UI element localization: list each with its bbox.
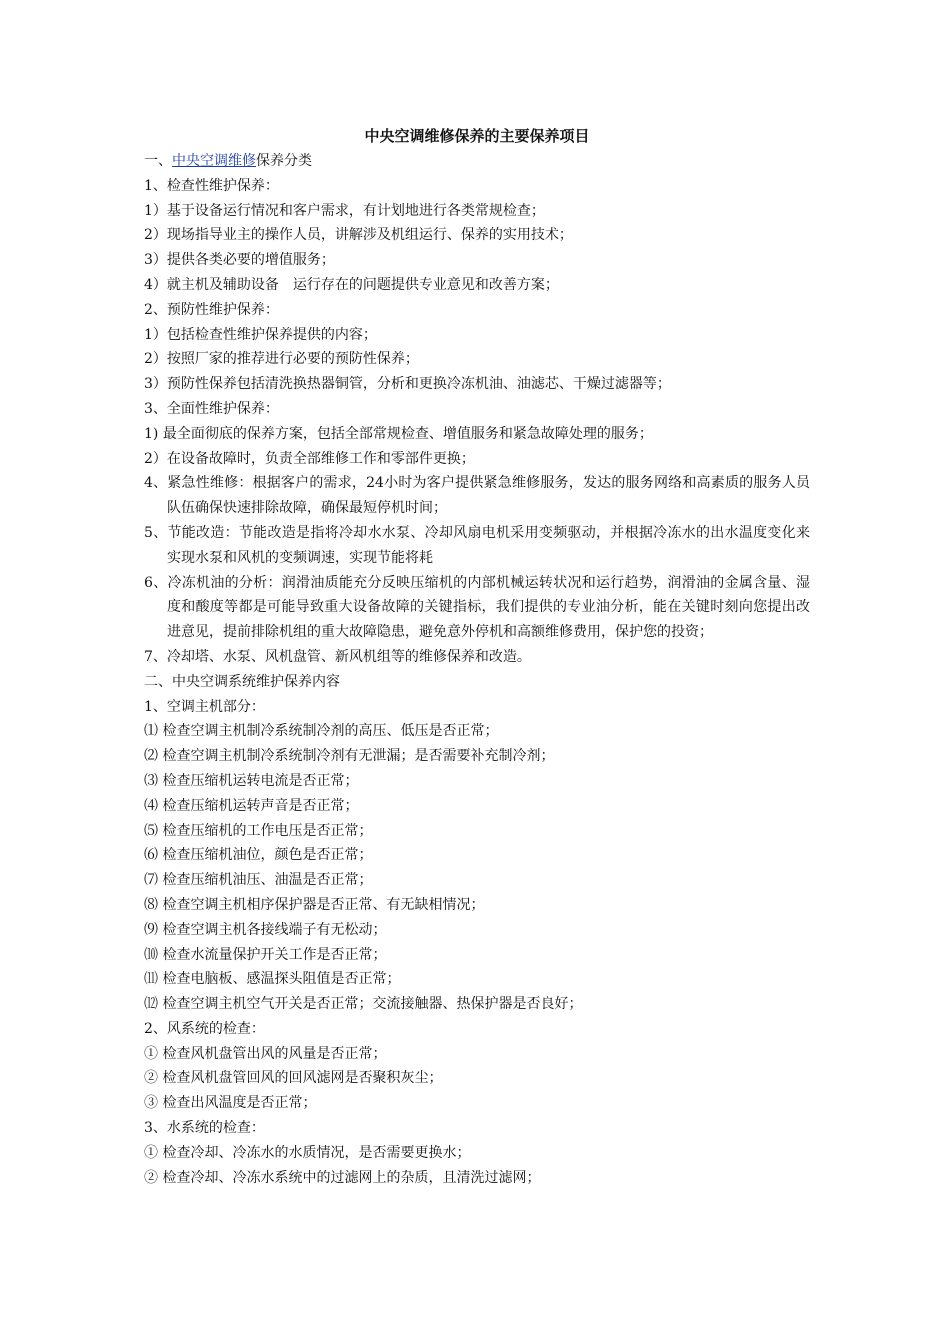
section-suffix: 保养分类 [256,153,312,169]
paragraph-oil-analysis: 6、冷冻机油的分析：润滑油质能充分反映压缩机的内部机械运转状况和运行趋势，润滑油的金属含量、湿度和酸度等都是可能导致重大设备故障的关键指标，我们提供的专业油分析，能在关键时刻向您提出改进意见，提前排除机组的重大故障隐患，避免意外停机和高额维修费用，保护您的投资； [144,574,810,641]
text-line: 2、预防性维护保养： [144,301,279,318]
paragraph-emergency-repair: 4、紧急性维修：根据客户的需求，24小时为客户提供紧急维修服务，发达的服务网络和高素质的服务人员队伍确保快速排除故障，确保最短停机时间； [144,475,810,517]
text-line: ⑸ 检查压缩机的工作电压是否正常； [144,822,373,839]
text-line: ⑴ 检查空调主机制冷系统制冷剂的高压、低压是否正常； [144,723,499,740]
text-line: 3）提供各类必要的增值服务； [144,252,335,269]
text-line: ⑺ 检查压缩机油压、油温是否正常； [144,872,373,889]
text-line: 4）就主机及辅助设备 运行存在的问题提供专业意见和改善方案； [144,276,559,293]
text-line: ⑶ 检查压缩机运转电流是否正常； [144,772,359,789]
lines-group-b [144,645,810,1191]
section-heading-2: 二、中央空调系统维护保养内容 [144,673,340,690]
text-line: 3、水系统的检查： [144,1120,265,1137]
text-line: ② 检查风机盘管回风的回风滤网是否聚积灰尘； [144,1070,443,1087]
text-line: 1、检查性维护保养： [144,177,279,194]
document-title: 中央空调维修保养的主要保养项目 [364,127,590,145]
section-heading-1 [144,149,810,174]
text-line: 1）基于设备运行情况和客户需求，有计划地进行各类常规检查； [144,202,545,219]
text-line: ① 检查风机盘管出风的风量是否正常； [144,1045,387,1062]
text-line: ⑹ 检查压缩机油位，颜色是否正常； [144,847,373,864]
text-line: 2、风系统的检查： [144,1020,265,1037]
text-line: 2）在设备故障时，负责全部维修工作和零部件更换； [144,450,475,467]
text-line: ⑷ 检查压缩机运转声音是否正常； [144,797,359,814]
lines-group-a [144,174,810,472]
text-line: 7、冷却塔、水泵、风机盘管、新风机组等的维修保养和改造。 [144,648,531,665]
document-page [144,124,810,1190]
text-line: ⑼ 检查空调主机各接线端子有无松动； [144,921,387,938]
text-line: 1）包括检查性维护保养提供的内容； [144,326,377,343]
text-line: ⑽ 检查水流量保护开关工作是否正常； [144,946,387,963]
text-line: ⑿ 检查空调主机空气开关是否正常；交流接触器、热保护器是否良好； [144,996,583,1013]
hvac-repair-link[interactable]: 中央空调维修 [172,153,256,169]
text-line: 2）现场指导业主的操作人员，讲解涉及机组运行、保养的实用技术； [144,227,573,244]
text-line: 1) 最全面彻底的保养方案，包括全部常规检查、增值服务和紧急故障处理的服务； [144,425,653,442]
text-line: 3、全面性维护保养： [144,400,279,417]
text-line: ① 检查冷却、冷冻水的水质情况，是否需要更换水； [144,1144,471,1161]
text-line: ② 检查冷却、冷冻水系统中的过滤网上的杂质，且清洗过滤网； [144,1169,541,1186]
text-line: ⑵ 检查空调主机制冷系统制冷剂有无泄漏；是否需要补充制冷剂； [144,748,555,765]
text-line: ③ 检查出风温度是否正常； [144,1095,317,1112]
text-line: 3）预防性保养包括清洗换热器铜管，分析和更换冷冻机油、油滤芯、干燥过滤器等； [144,376,671,393]
text-line: 2）按照厂家的推荐进行必要的预防性保养； [144,351,419,368]
section-prefix: 一、 [144,153,172,169]
text-line: ⑾ 检查电脑板、感温探头阻值是否正常； [144,971,401,988]
text-line: 1、空调主机部分： [144,698,265,715]
paragraph-energy-retrofit: 5、节能改造：节能改造是指将冷却水水泵、冷却风扇电机采用变频驱动，并根据冷冻水的出水温度变化来实现水泵和风机的变频调速，实现节能将耗 [144,524,810,566]
text-line: ⑻ 检查空调主机相序保护器是否正常、有无缺相情况； [144,896,485,913]
